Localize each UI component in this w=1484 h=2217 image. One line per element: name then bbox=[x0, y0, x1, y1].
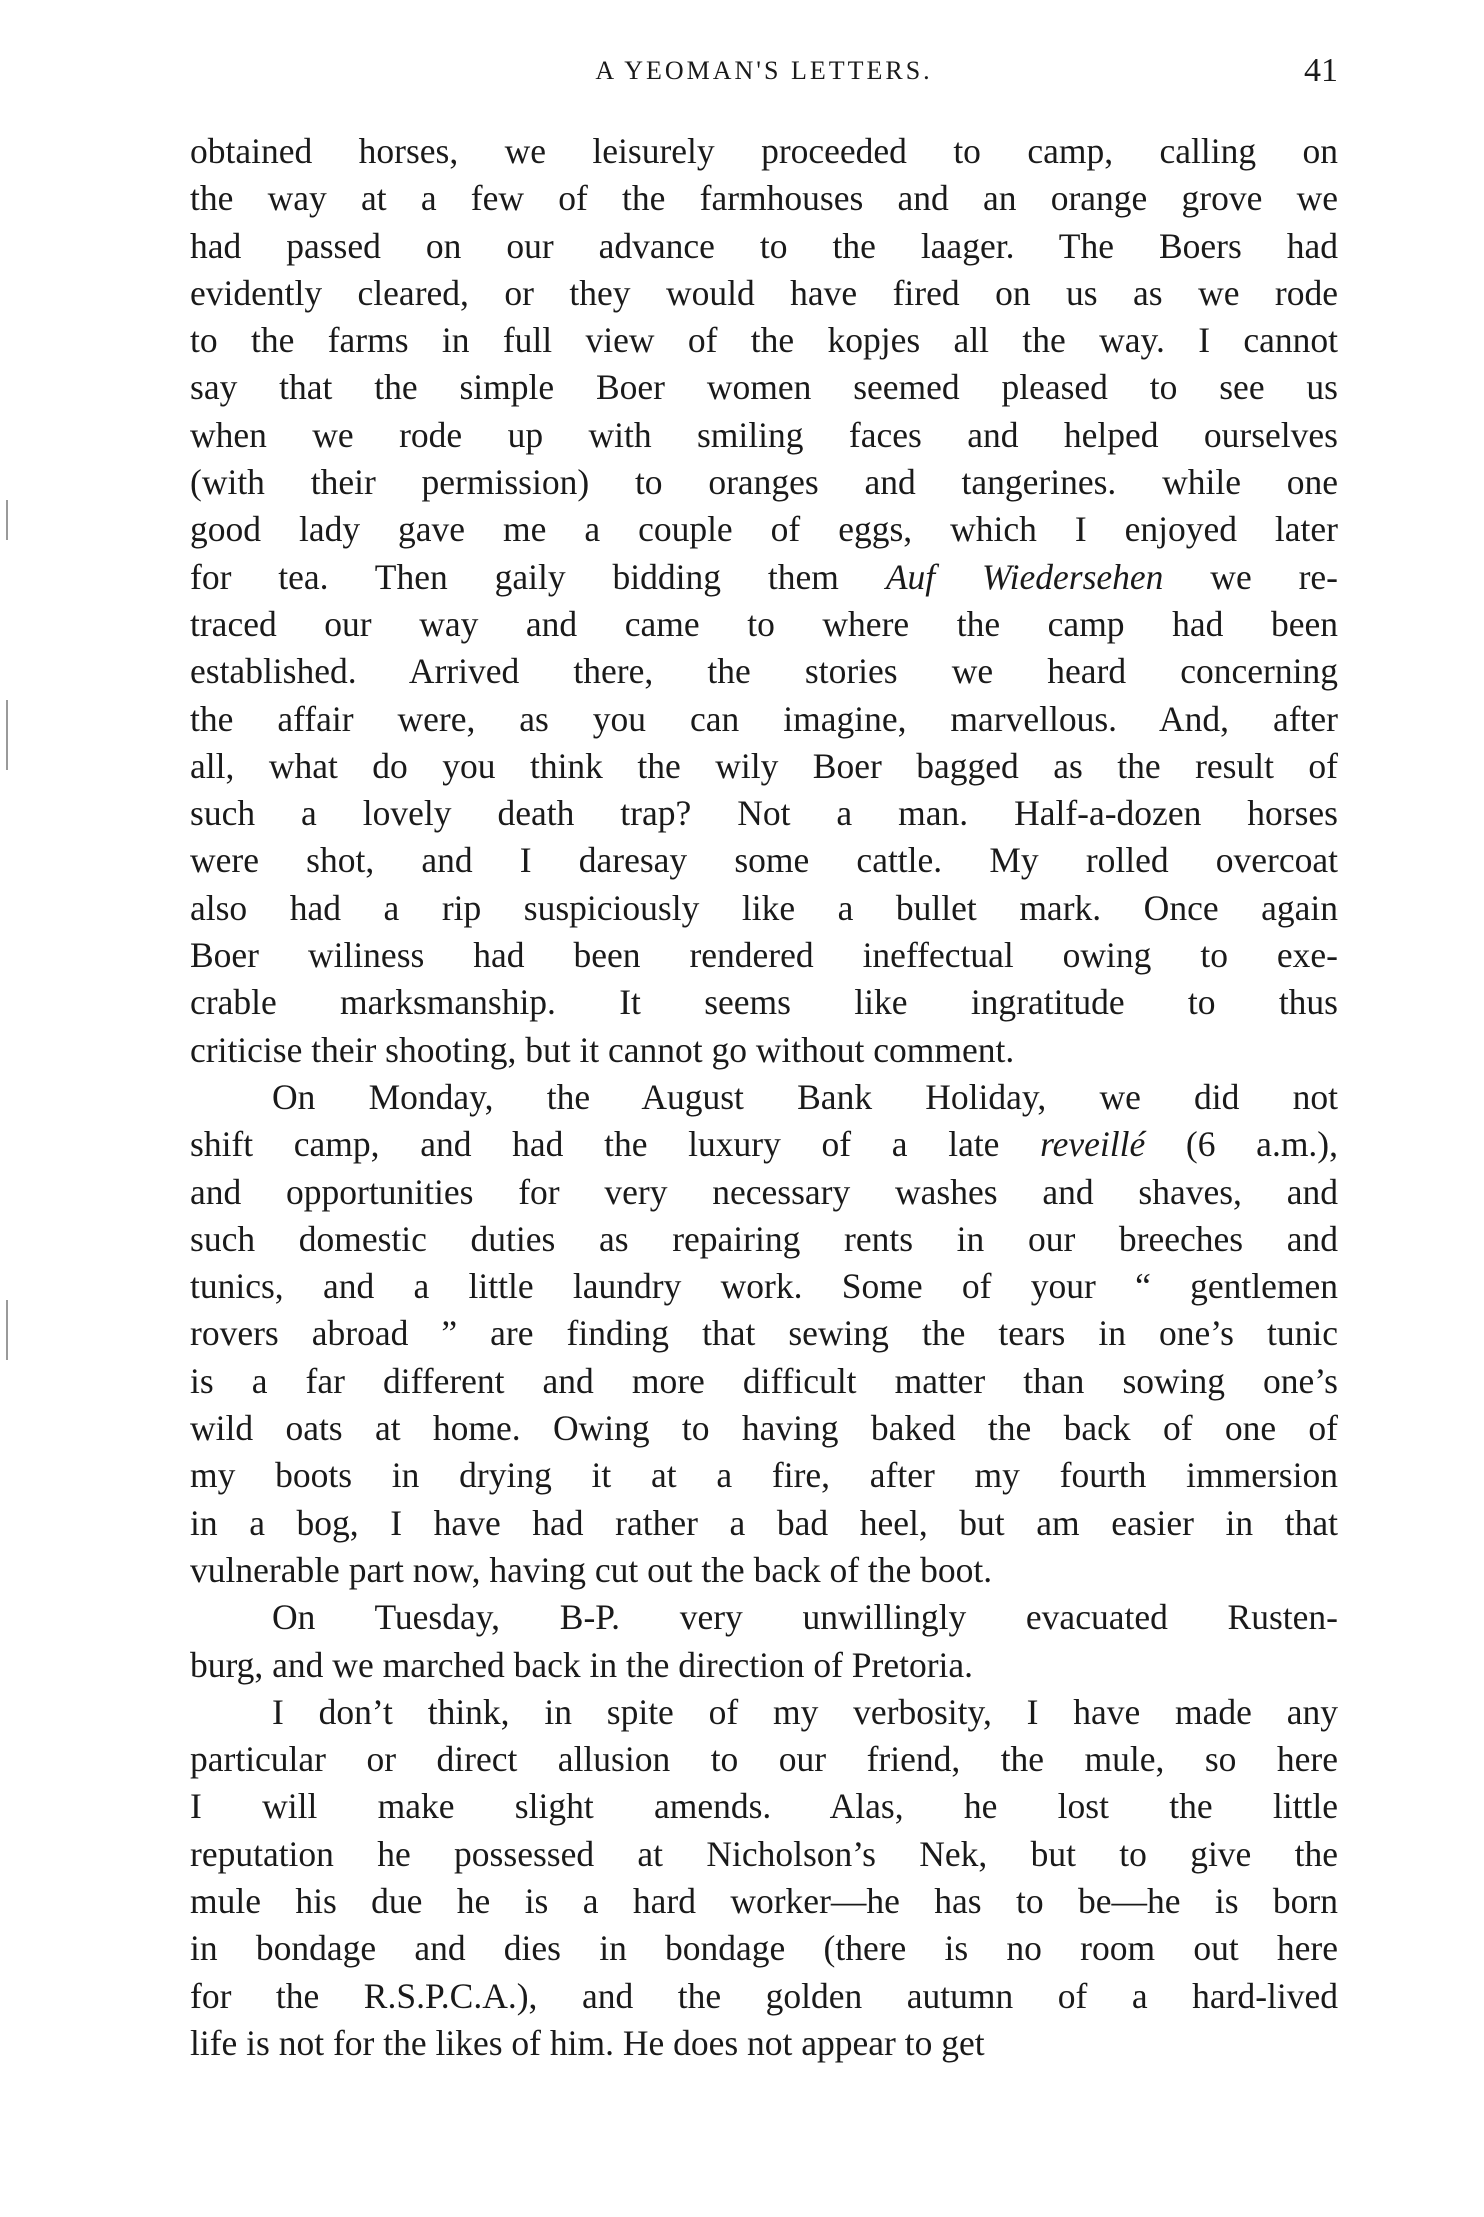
text-line: mule his due he is a hard worker—he has to be—he is born bbox=[190, 1880, 1338, 1921]
text-line: I don’t think, in spite of my verbosity, I have made any bbox=[272, 1691, 1338, 1732]
text-line: I will make slight amends. Alas, he lost the little bbox=[190, 1786, 1338, 1827]
text-line: obtained horses, we leisurely proceeded to camp, calling on bbox=[190, 131, 1338, 171]
text-run: we re- bbox=[1163, 556, 1339, 597]
running-head bbox=[190, 46, 1338, 106]
text-line: my boots in drying it at a fire, after my fourth immersion bbox=[190, 1455, 1338, 1496]
text-line: were shot, and I daresay some cattle. My rolled overcoat bbox=[190, 840, 1338, 881]
page-number: 41 bbox=[1304, 52, 1338, 89]
italic-phrase: reveillé bbox=[1040, 1124, 1146, 1165]
text-line: particular or direct allusion to our friend, the mule, so here bbox=[190, 1739, 1338, 1780]
text-run: for tea. Then gaily bidding them bbox=[190, 556, 886, 597]
text-line: also had a rip suspiciously like a bullet mark. Once again bbox=[190, 887, 1338, 928]
text-line: had passed on our advance to the laager. The Boers had bbox=[190, 225, 1338, 266]
text-line: in a bog, I have had rather a bad heel, but am easier in that bbox=[190, 1502, 1338, 1543]
text-line: Boer wiliness had been rendered ineffectual owing to exe- bbox=[190, 935, 1338, 976]
text-line: wild oats at home. Owing to having baked the back of one of bbox=[190, 1408, 1338, 1449]
text-line: burg, and we marched back in the direction of Pretoria. bbox=[190, 1644, 974, 1685]
text-line: such domestic duties as repairing rents in our breeches and bbox=[190, 1218, 1338, 1259]
text-line: traced our way and came to where the camp had been bbox=[190, 603, 1338, 644]
text-line: evidently cleared, or they would have fired on us as we rode bbox=[190, 272, 1338, 313]
text-line: On Tuesday, B-P. very unwillingly evacuated Rusten- bbox=[272, 1597, 1338, 1638]
scan-margin-mark bbox=[6, 500, 8, 540]
text-line: (with their permission) to oranges and tangerines. while one bbox=[190, 462, 1338, 503]
text-line: for the R.S.P.C.A.), and the golden autumn of a hard-lived bbox=[190, 1975, 1338, 2016]
body-text bbox=[190, 128, 1338, 2067]
text-line: vulnerable part now, having cut out the back of the boot. bbox=[190, 1549, 993, 1590]
text-line bbox=[190, 1121, 1338, 1168]
text-line: say that the simple Boer women seemed pleased to see us bbox=[190, 367, 1338, 408]
text-line: tunics, and a little laundry work. Some of your “ gentlemen bbox=[190, 1266, 1338, 1307]
text-line: good lady gave me a couple of eggs, which I enjoyed later bbox=[190, 509, 1338, 550]
text-line: established. Arrived there, the stories we heard concerning bbox=[190, 651, 1338, 692]
italic-phrase: Auf Wiedersehen bbox=[885, 556, 1164, 597]
text-line: when we rode up with smiling faces and helped ourselves bbox=[190, 414, 1338, 455]
text-line: to the farms in full view of the kopjes all the way. I cannot bbox=[190, 320, 1338, 361]
running-title: A YEOMAN'S LETTERS. bbox=[595, 56, 933, 85]
text-line: all, what do you think the wily Boer bagged as the result of bbox=[190, 745, 1338, 786]
text-line bbox=[190, 554, 1338, 601]
text-line: reputation he possessed at Nicholson’s Nek, but to give the bbox=[190, 1833, 1338, 1874]
text-line: and opportunities for very necessary washes and shaves, and bbox=[190, 1171, 1338, 1212]
text-line: in bondage and dies in bondage (there is no room out here bbox=[190, 1928, 1338, 1969]
text-line: is a far different and more difficult matter than sowing one’s bbox=[190, 1360, 1338, 1401]
text-line: such a lovely death trap? Not a man. Half-a-dozen horses bbox=[190, 793, 1338, 834]
text-run: shift camp, and had the luxury of a late bbox=[190, 1124, 1041, 1165]
text-line: the affair were, as you can imagine, marvellous. And, after bbox=[190, 698, 1338, 739]
scan-margin-mark bbox=[6, 700, 8, 770]
scan-margin-mark bbox=[6, 1300, 8, 1360]
text-line: the way at a few of the farmhouses and an orange grove we bbox=[190, 178, 1338, 219]
text-line: crable marksmanship. It seems like ingratitude to thus bbox=[190, 982, 1338, 1023]
text-line: On Monday, the August Bank Holiday, we did not bbox=[272, 1076, 1338, 1117]
text-line: rovers abroad ” are finding that sewing the tears in one’s tunic bbox=[190, 1313, 1338, 1354]
text-run: (6 a.m.), bbox=[1145, 1124, 1338, 1165]
text-line: criticise their shooting, but it cannot go without comment. bbox=[190, 1029, 1015, 1070]
text-line: life is not for the likes of him. He does not appear to get bbox=[190, 2022, 985, 2063]
